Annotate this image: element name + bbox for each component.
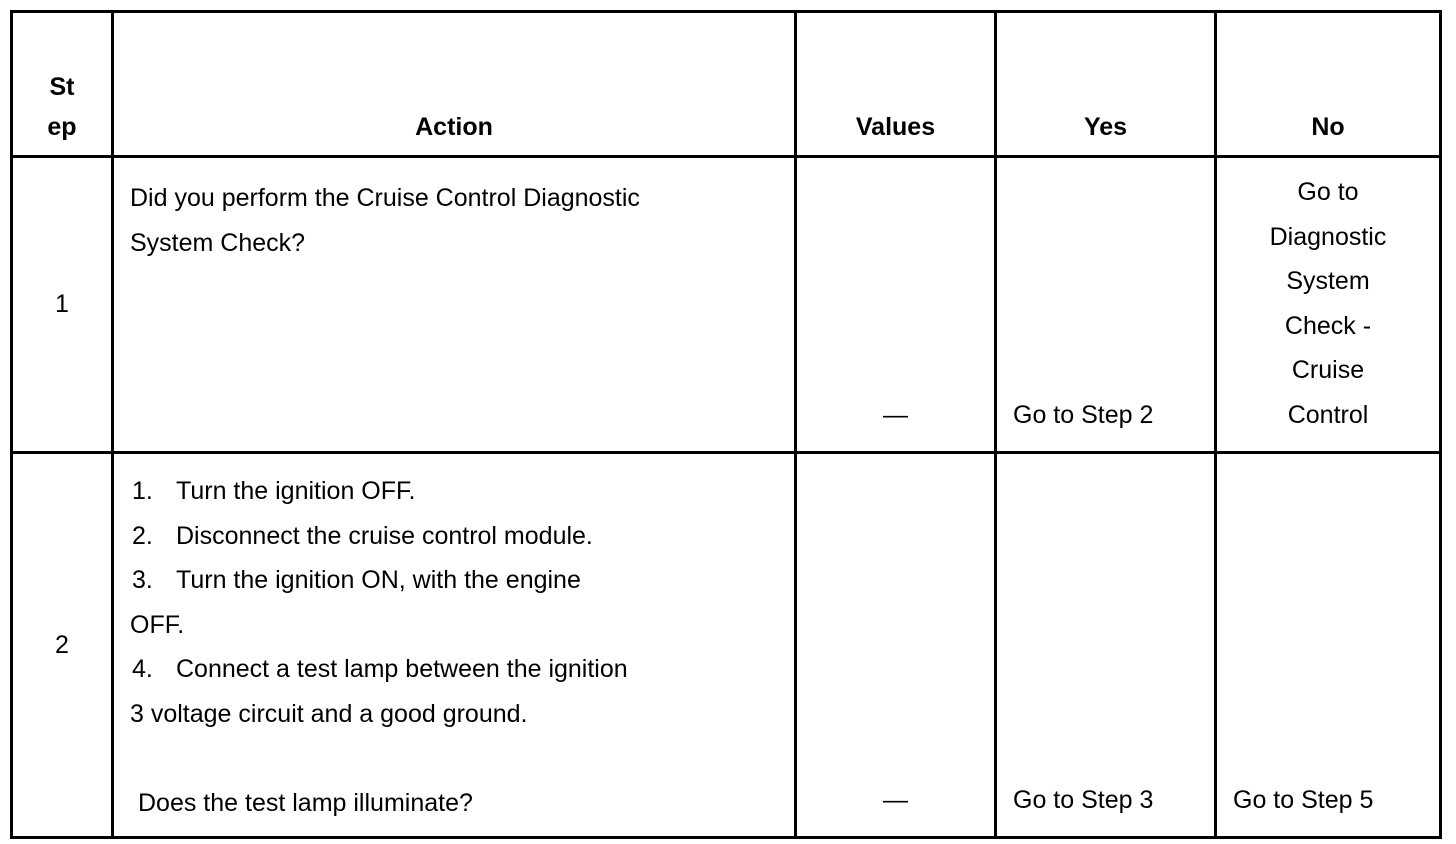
table-row-step-1 (12, 157, 1441, 453)
list-number: 4. (132, 655, 153, 683)
list-number: 1. (132, 477, 153, 505)
list-item (130, 647, 794, 692)
list-text: Connect a test lamp between the ignition (176, 655, 628, 683)
header-step-line2: ep (47, 113, 77, 141)
list-item (130, 558, 794, 603)
action-line: System Check? (130, 228, 306, 257)
no-line: Diagnostic (1269, 222, 1387, 251)
values-cell: — (796, 157, 996, 453)
no-line: System (1286, 267, 1370, 295)
header-yes: Yes (996, 12, 1216, 157)
header-values: Values (796, 12, 996, 157)
header-action: Action (113, 12, 796, 157)
table-row-step-2 (12, 453, 1441, 838)
list-number: 3. (132, 566, 153, 594)
no-line: Cruise (1291, 356, 1365, 384)
action-line: Did you perform the Cruise Control Diagnostic (130, 184, 640, 212)
header-row (12, 12, 1441, 157)
action-cell (113, 453, 796, 838)
spacer (130, 736, 794, 781)
action-cell (113, 157, 796, 453)
header-step (12, 12, 113, 157)
list-item (130, 469, 794, 514)
header-step-line1: St (49, 73, 75, 101)
list-item-continuation: 3 voltage circuit and a good ground. (130, 699, 528, 728)
list-text: Disconnect the cruise control module. (176, 521, 593, 550)
list-text: Turn the ignition OFF. (176, 477, 416, 505)
yes-cell: Go to Step 2 (996, 157, 1216, 453)
step-number: 1 (12, 157, 113, 453)
no-line: Check - (1284, 311, 1372, 340)
no-line: Control (1287, 400, 1369, 429)
list-number: 2. (132, 521, 153, 550)
list-item-continuation: OFF. (130, 610, 185, 639)
no-cell (1216, 157, 1441, 453)
no-line: Go to (1297, 178, 1359, 206)
header-no: No (1216, 12, 1441, 157)
step-number: 2 (12, 453, 113, 838)
question-text: Does the test lamp illuminate? (138, 788, 473, 817)
no-cell: Go to Step 5 (1216, 453, 1441, 838)
values-cell: — (796, 453, 996, 838)
diagnostic-table (10, 10, 1442, 839)
list-text: Turn the ignition ON, with the engine (176, 566, 581, 594)
list-item (130, 514, 794, 559)
yes-cell: Go to Step 3 (996, 453, 1216, 838)
